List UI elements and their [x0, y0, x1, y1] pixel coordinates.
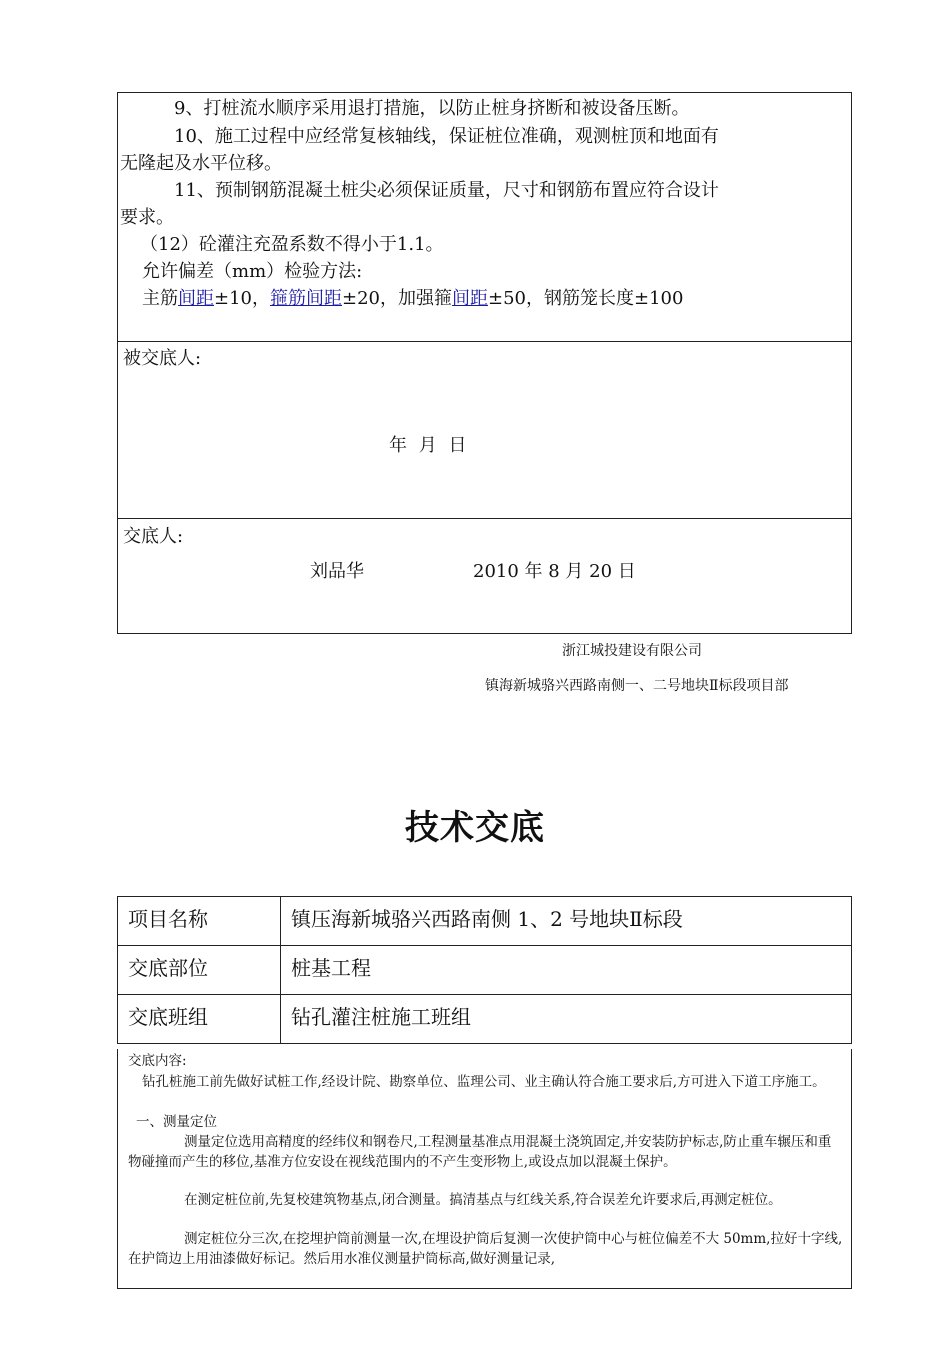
tolerance-heading: 允许偏差（mm）检验方法: [142, 261, 363, 282]
spacing-link-1[interactable]: 间距 [178, 288, 214, 309]
page-title: 技术交底 [405, 808, 545, 848]
content-line-11: 11、预制钢筋混凝土桩尖必须保证质量，尺寸和钢筋布置应符合设计 [174, 180, 719, 201]
team-label: 交底班组 [118, 995, 281, 1044]
presenter-name: 刘品华 [310, 561, 364, 582]
receiver-cell [117, 341, 852, 519]
tolerance-text-3: ±20，加强箍 [342, 288, 452, 309]
receiver-date: 年 月 日 [389, 435, 467, 456]
content-line-12: （12）砼灌注充盈系数不得小于1.1。 [140, 234, 444, 255]
content-paragraph: 在测定桩位前,先复校建筑物基点,闭合测量。搞清基点与红线关系,符合误差允许要求后,再测定桩位。 [184, 1192, 782, 1208]
content-line-10: 10、施工过程中应经常复核轴线，保证桩位准确，观测桩顶和地面有 [174, 126, 719, 147]
tolerance-line [142, 286, 683, 311]
part-label: 交底部位 [118, 946, 281, 995]
project-name-value: 镇压海新城骆兴西路南侧 1、2 号地块Ⅱ标段 [281, 897, 852, 946]
tolerance-text-1: 主筋 [142, 288, 178, 309]
tolerance-text-2: ±10， [214, 288, 270, 309]
stirrup-spacing-link[interactable]: 箍筋间距 [270, 288, 342, 309]
table-row [118, 995, 852, 1044]
content-paragraph: 测定桩位分三次,在挖埋护筒前测量一次,在埋设护筒后复测一次使护筒中心与桩位偏差不大 50mm,拉好十字线,在护筒边上用油漆做好标记。然后用水准仪测量护筒标高,做好测量记录, [128, 1231, 843, 1267]
table-row [118, 946, 852, 995]
briefing-content-cell [117, 1049, 852, 1289]
content-line-11-cont: 要求。 [120, 207, 174, 228]
receiver-label: 被交底人: [123, 348, 202, 369]
company-name: 浙江城投建设有限公司 [562, 643, 702, 659]
project-name-label: 项目名称 [118, 897, 281, 946]
info-table [117, 896, 852, 1044]
content-cell-top [117, 92, 852, 342]
content-paragraph: 钻孔桩施工前先做好试桩工作,经设计院、勘察单位、监理公司、业主确认符合施工要求后,方可进入下道工序施工。 [142, 1074, 826, 1090]
presenter-label: 交底人: [123, 526, 184, 547]
presenter-cell [117, 518, 852, 634]
presenter-date: 2010 年 8 月 20 日 [473, 561, 636, 582]
content-paragraph: 测量定位选用高精度的经纬仪和钢卷尺,工程测量基准点用混凝土浇筑固定,并安装防护标志,防止重车辗压和重物碰撞而产生的移位,基准方位安设在视线范围内的不产生变形物上,或设点加以混凝土保护。 [128, 1134, 832, 1170]
team-value: 钻孔灌注桩施工班组 [281, 995, 852, 1044]
content-label: 交底内容: [128, 1053, 187, 1069]
spacing-link-2[interactable]: 间距 [452, 288, 488, 309]
tolerance-text-4: ±50，钢筋笼长度±100 [488, 288, 684, 309]
company-department: 镇海新城骆兴西路南侧一、二号地块Ⅱ标段项目部 [485, 678, 789, 694]
section-heading: 一、测量定位 [136, 1114, 217, 1130]
table-row [118, 897, 852, 946]
content-line-9: 9、打桩流水顺序采用退打措施，以防止桩身挤断和被设备压断。 [174, 98, 690, 119]
part-value: 桩基工程 [281, 946, 852, 995]
content-line-10-cont: 无隆起及水平位移。 [120, 153, 282, 174]
